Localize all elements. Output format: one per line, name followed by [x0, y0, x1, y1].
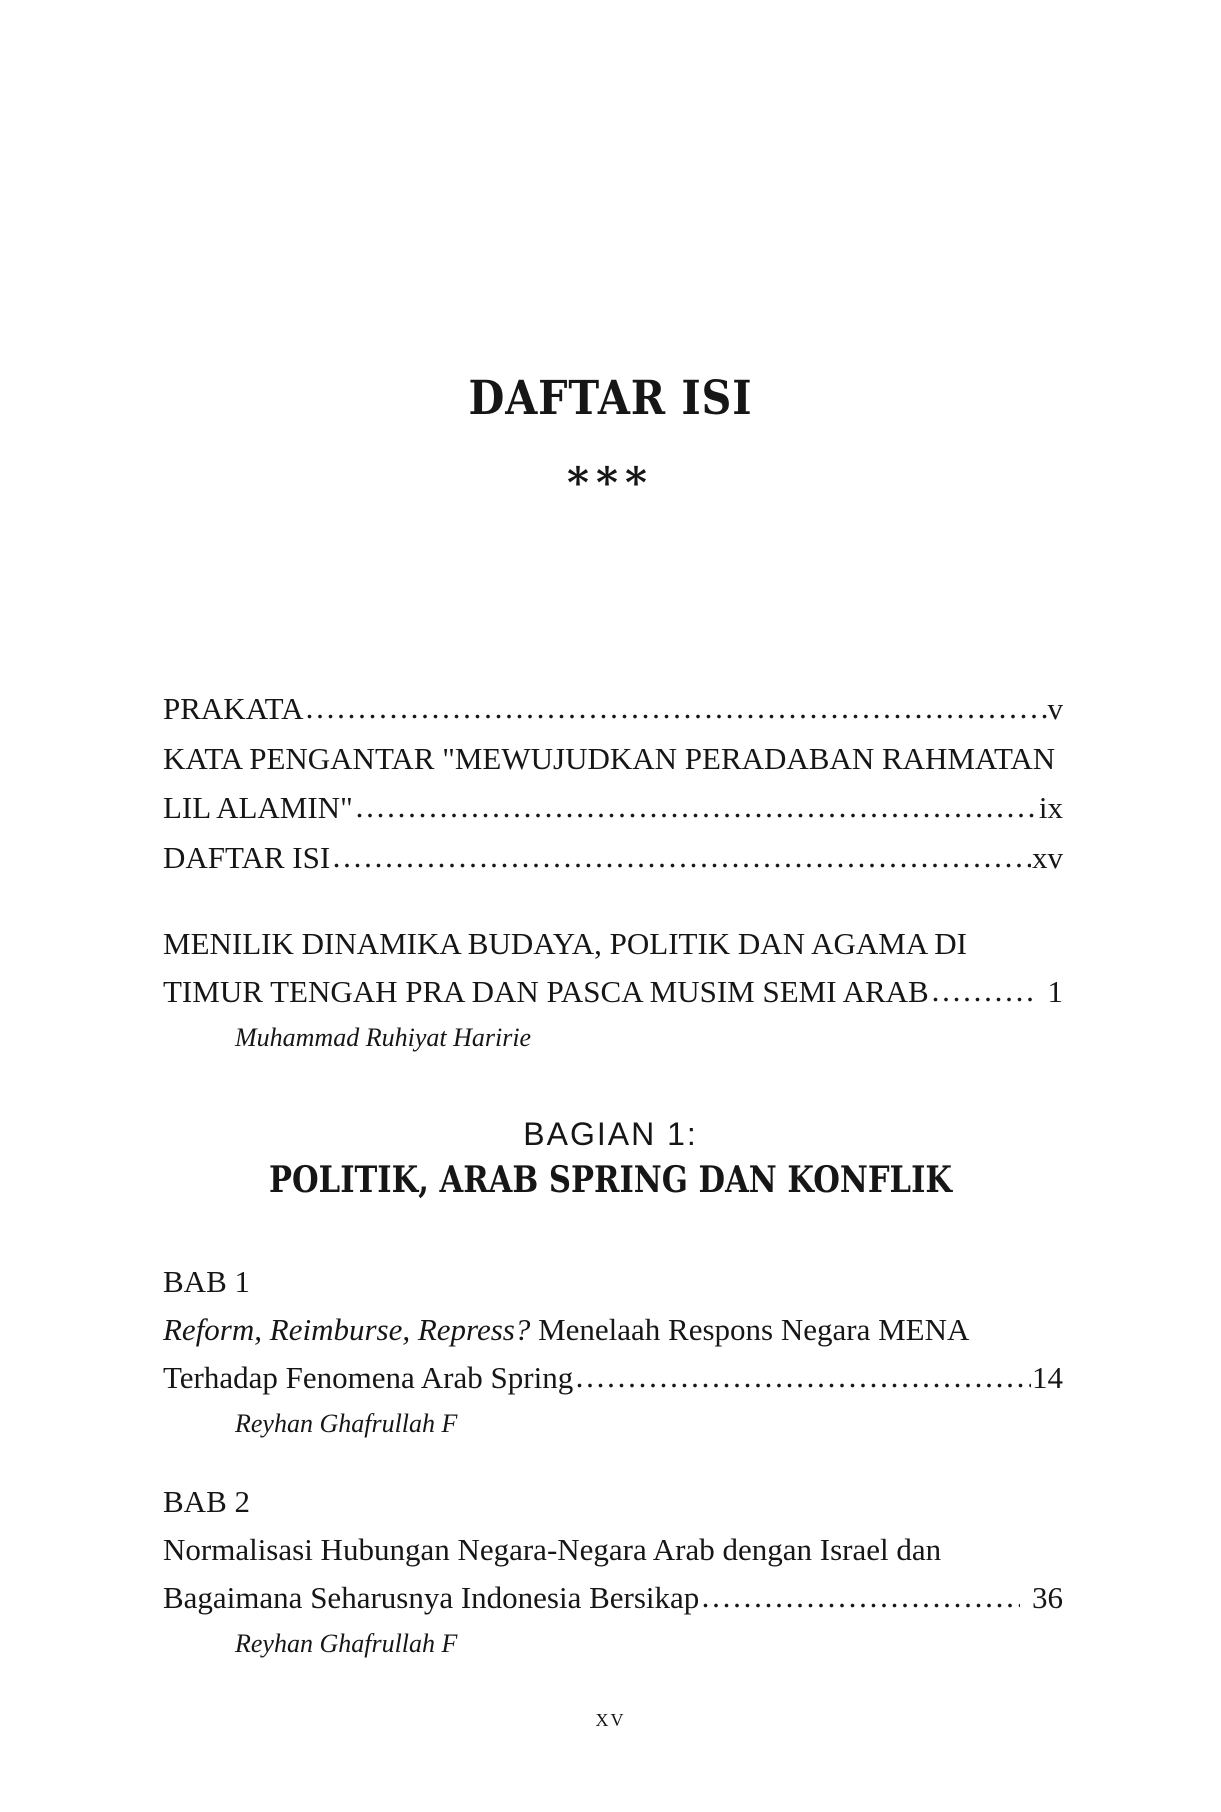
chapter-label: BAB 1 — [163, 1264, 250, 1299]
entry-author: Reyhan Ghafrullah F — [235, 1629, 458, 1658]
page-title: DAFTAR ISI — [468, 371, 753, 426]
toc-entry-prakata — [163, 684, 1063, 734]
section-kicker: BAGIAN 1: — [523, 1116, 698, 1152]
entry-author: Reyhan Ghafrullah F — [235, 1409, 458, 1438]
entry-label: MENILIK DINAMIKA BUDAYA, POLITIK DAN AGAMA DI — [163, 926, 967, 961]
section-heading-bagian-1 — [0, 1112, 1221, 1203]
dot-leader — [933, 997, 1036, 1002]
entry-title-line2 — [163, 1354, 1063, 1402]
entry-label: DAFTAR ISI — [163, 839, 331, 875]
entry-page-number: v — [1047, 691, 1063, 726]
toc-entry-kata-pengantar-line1 — [163, 734, 1063, 784]
entry-author: Muhammad Ruhiyat Haririe — [235, 1023, 532, 1052]
entry-page-number: 36 — [1032, 1580, 1063, 1615]
entry-title-line1 — [163, 1526, 1063, 1574]
toc-entry-bab-2 — [163, 1478, 1063, 1666]
page-number-folio: xv — [595, 1705, 626, 1732]
entry-label: TIMUR TENGAH PRA DAN PASCA MUSIM SEMI ARAB — [163, 974, 929, 1009]
dot-leader — [357, 813, 1038, 818]
entry-title-line2 — [163, 968, 1063, 1016]
toc-entry-menilik-dinamika — [163, 920, 1063, 1060]
entry-title-line2 — [163, 1574, 1063, 1622]
front-matter-list — [163, 684, 1063, 882]
entry-label: KATA PENGANTAR "MEWUJUDKAN PERADABAN RAHMATAN — [163, 740, 1056, 776]
entry-label: PRAKATA — [163, 691, 304, 726]
dot-leader — [334, 863, 1031, 868]
entry-title-line1 — [163, 1306, 1063, 1354]
entry-label: Bagaimana Seharusnya Indonesia Bersikap — [163, 1580, 700, 1615]
toc-entry-bab-1 — [163, 1258, 1063, 1446]
entry-title-italic-part: Reform, Reimburse, Repress? Menelaah Respons Negara MENA — [163, 1312, 970, 1347]
toc-entry-daftar-isi — [163, 833, 1063, 883]
chapter-label: BAB 2 — [163, 1484, 250, 1519]
entry-label: LIL ALAMIN" — [163, 790, 353, 825]
dot-leader — [703, 1603, 1020, 1608]
entry-page-number: 14 — [1032, 1360, 1063, 1395]
entry-label: Terhadap Fenomena Arab Spring — [163, 1360, 574, 1395]
entry-page-number: xv — [1032, 839, 1063, 875]
entry-label: Normalisasi Hubungan Negara-Negara Arab dengan Israel dan — [163, 1532, 942, 1567]
entry-title-line1 — [163, 920, 1063, 968]
dot-leader — [307, 714, 1046, 719]
toc-entry-kata-pengantar-line2 — [163, 783, 1063, 833]
dot-leader — [577, 1383, 1031, 1388]
entry-page-number: 1 — [1047, 974, 1063, 1009]
entry-page-number: ix — [1038, 790, 1063, 825]
section-title: POLITIK, ARAB SPRING DAN KONFLIK — [269, 1159, 952, 1201]
title-ornament: *** — [567, 458, 654, 507]
